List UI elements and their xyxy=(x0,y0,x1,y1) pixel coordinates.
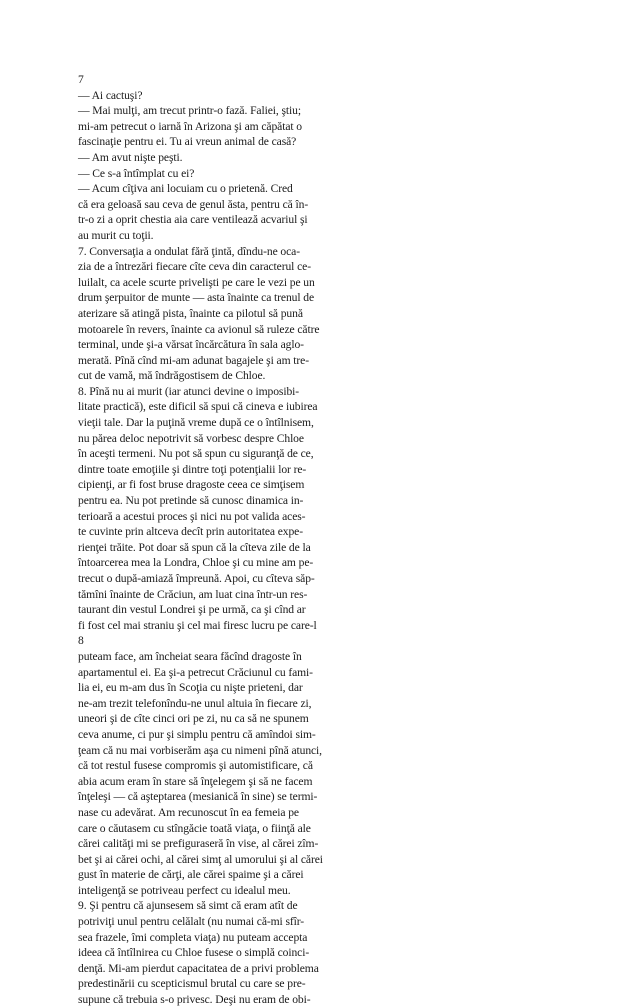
text-line: motoarele în revers, înainte ca avionul să ruleze către xyxy=(78,322,320,336)
text-line: pentru ea. Nu pot pretinde să cunosc dinamica in- xyxy=(78,494,304,508)
text-line: taurant din vestul Londrei şi pe urmă, ca şi cînd ar xyxy=(78,603,306,617)
body-text xyxy=(78,72,538,1008)
text-line: 7 xyxy=(78,73,84,86)
text-line: nase cu adevărat. Am recunoscut în ea femeia pe xyxy=(78,805,299,819)
text-line: luilalt, ca acele scurte privelişti pe care le vezi pe un xyxy=(78,275,315,289)
text-line: 8. Pînă nu ai murit (iar atunci devine o imposibi- xyxy=(78,384,300,398)
text-line: lia ei, eu m-am dus în Scoţia cu nişte prieteni, dar xyxy=(78,681,303,695)
text-line: merată. Pînă cînd mi-am adunat bagajele şi am tre- xyxy=(78,353,309,367)
text-line: — Acum cîţiva ani locuiam cu o prietenă. Cred xyxy=(78,182,293,196)
text-line: rienţei trăite. Pot doar să spun că la cîteva zile de la xyxy=(78,540,311,554)
text-line: aterizare să atingă pista, înainte ca pilotul să pună xyxy=(78,306,303,320)
text-line: au murit cu toţii. xyxy=(78,228,154,242)
text-line: ideea că întîlnirea cu Chloe fusese o simplă coinci- xyxy=(78,946,310,960)
text-line: puteam face, am încheiat seara făcînd dragoste în xyxy=(78,649,302,663)
text-line: uneori şi de cîte cinci ori pe zi, nu ca să ne spunem xyxy=(78,712,309,726)
text-line: în aceşti termeni. Nu pot să spun cu siguranţă de ce, xyxy=(78,447,314,461)
text-line: 9. Şi pentru că ajunsesem să simt că eram atît de xyxy=(78,899,298,913)
text-line: că era geloasă sau ceva de genul ăsta, pentru că în- xyxy=(78,197,309,211)
text-line: zia de a întrezări fiecare cîte ceva din caracterul ce- xyxy=(78,260,311,274)
text-line: abia acum eram în stare să înţelegem şi să ne facem xyxy=(78,774,313,788)
text-line: dintre toate emoţiile şi dintre toţi potenţialii lor re- xyxy=(78,462,307,476)
text-line: denţă. Mi-am pierdut capacitatea de a privi problema xyxy=(78,961,319,975)
text-line: ne-am trezit telefonîndu-ne unul altuia în fiecare zi, xyxy=(78,696,312,710)
text-line: — Ai cactuşi? xyxy=(78,88,143,102)
text-line: care o căutasem cu stîngăcie toată viaţa, o fiinţă ale xyxy=(78,821,311,835)
text-line: drum şerpuitor de munte — asta înainte ca trenul de xyxy=(78,291,315,305)
text-line: 8 xyxy=(78,634,84,648)
text-line: tr-o zi a oprit chestia aia care ventilează acvariul şi xyxy=(78,213,308,227)
text-line: nu părea deloc nepotrivit să vorbesc despre Chloe xyxy=(78,431,304,445)
text-line: sea frazele, îmi completa viaţa) nu puteam accepta xyxy=(78,930,308,944)
text-line: — Ce s-a întîmplat cu ei? xyxy=(78,166,195,180)
text-line: inteligenţă se potriveau perfect cu idealul meu. xyxy=(78,883,291,897)
text-line: fi fost cel mai straniu şi cel mai firesc lucru pe care-l xyxy=(78,618,317,632)
text-line: potriviţi unul pentru celălalt (nu numai că-mi sfîr- xyxy=(78,915,305,929)
text-line: tămîni înainte de Crăciun, am luat cina într-un res- xyxy=(78,587,308,601)
text-line: fascinaţie pentru ei. Tu ai vreun animal de casă? xyxy=(78,135,297,149)
text-line: ceva anume, ci pur şi simplu pentru că amîndoi sim- xyxy=(78,727,316,741)
text-line: cărei calităţi mi se prefiguraseră în vise, al cărei zîm- xyxy=(78,837,319,851)
text-line: predestinării cu scepticismul brutal cu care se pre- xyxy=(78,977,306,991)
text-line: trecut o după-amiază împreună. Apoi, cu cîteva săp- xyxy=(78,572,315,585)
text-line: întoarcerea mea la Londra, Chloe şi cu mine am pe- xyxy=(78,556,314,570)
text-line: bet şi ai cărei ochi, al cărei simţ al umorului şi al cărei xyxy=(78,852,323,866)
text-line: gust în materie de cărţi, ale cărei spaime şi a cărei xyxy=(78,868,304,882)
text-line: — Am avut nişte peşti. xyxy=(78,150,183,164)
text-line: terioară a acestui proces şi nici nu pot valida aces- xyxy=(78,509,306,523)
text-line: înţeleşi — că aşteptarea (mesianică în sine) se termi- xyxy=(78,790,318,804)
text-line: supune că trebuia s-o privesc. Deşi nu eram de obi- xyxy=(78,993,311,1007)
text-line: mi-am petrecut o iarnă în Arizona şi am căpătat o xyxy=(78,119,302,133)
text-line: vieţii tale. Dar la puţină vreme după ce o întîlnisem, xyxy=(78,416,314,430)
text-line: 7. Conversaţia a ondulat fără ţintă, dîndu-ne oca- xyxy=(78,244,300,258)
text-line: cipienţi, ar fi fost bruse dragoste ceea ce simţisem xyxy=(78,478,305,492)
text-line: ţeam că nu mai vorbiserăm aşa cu nimeni pînă atunci, xyxy=(78,743,322,757)
text-line: litate practică), este dificil să spui că cineva e iubirea xyxy=(78,400,318,414)
text-line: că tot restul fusese compromis şi automistificare, că xyxy=(78,759,313,773)
text-line: apartamentul ei. Ea şi-a petrecut Crăciunul cu fami- xyxy=(78,665,313,679)
text-line: terminal, unde şi-a vărsat încărcătura în sala aglo- xyxy=(78,338,304,352)
text-line: te cuvinte prin altceva decît prin autoritatea expe- xyxy=(78,525,303,539)
text-line: cut de vamă, mă îndrăgostisem de Chloe. xyxy=(78,369,266,383)
text-line: — Mai mulţi, am trecut printr-o fază. Faliei, ştiu; xyxy=(78,104,301,118)
